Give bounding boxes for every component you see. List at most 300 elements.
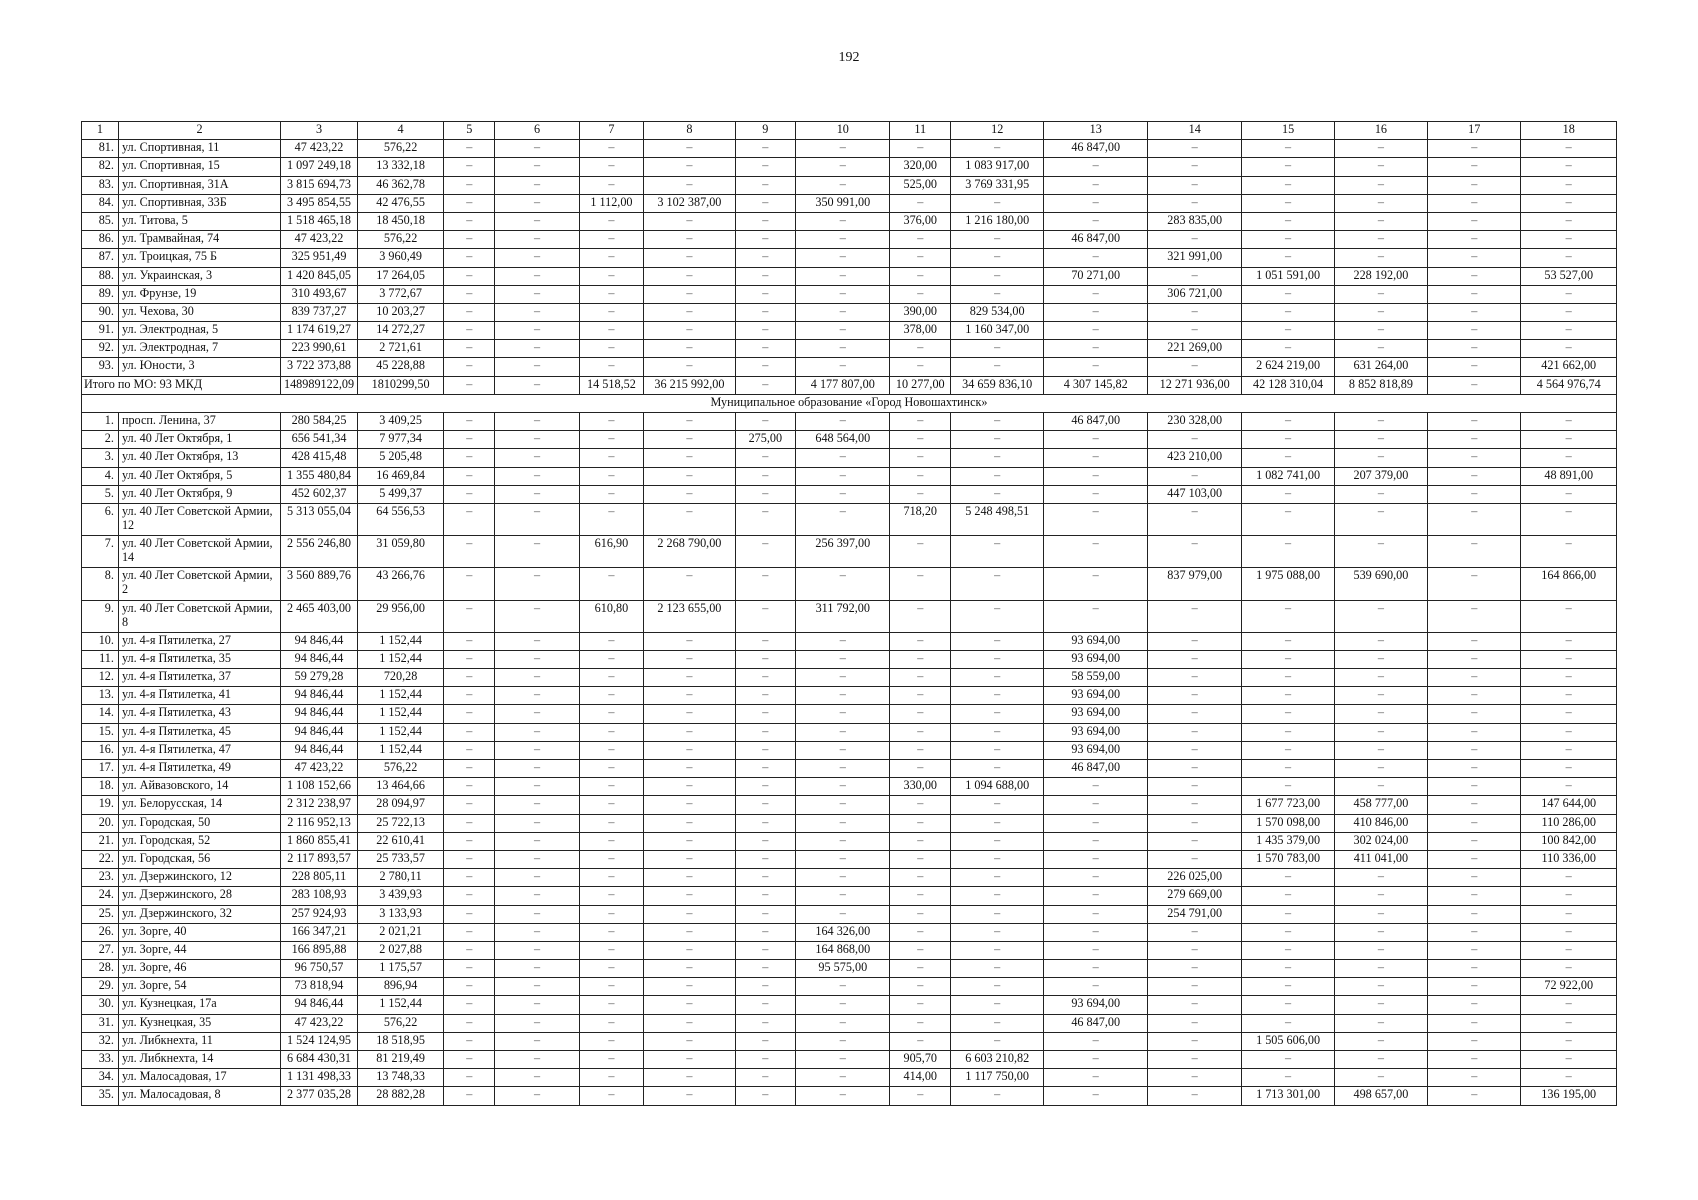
row-address: ул. 4-я Пятилетка, 47 bbox=[118, 741, 280, 759]
row-number: 12. bbox=[82, 669, 119, 687]
row-value: – bbox=[444, 285, 495, 303]
row-value: – bbox=[1242, 960, 1334, 978]
row-value: – bbox=[1428, 568, 1521, 600]
row-value: – bbox=[735, 413, 796, 431]
row-value: 1 082 741,00 bbox=[1242, 467, 1334, 485]
row-value: – bbox=[796, 358, 890, 376]
row-value: – bbox=[1242, 485, 1334, 503]
row-number: 15. bbox=[82, 723, 119, 741]
row-value: – bbox=[1428, 267, 1521, 285]
row-value: – bbox=[1044, 431, 1148, 449]
row-value: – bbox=[1044, 340, 1148, 358]
row-value: – bbox=[644, 568, 735, 600]
row-value: – bbox=[1148, 832, 1242, 850]
row-value: – bbox=[1521, 340, 1617, 358]
row-value: 648 564,00 bbox=[796, 431, 890, 449]
row-value: 94 846,44 bbox=[281, 705, 358, 723]
table-row bbox=[82, 267, 1617, 285]
row-number: 7. bbox=[82, 536, 119, 568]
row-value: 378,00 bbox=[890, 322, 951, 340]
row-value: 1 860 855,41 bbox=[281, 832, 358, 850]
column-header: 13 bbox=[1044, 122, 1148, 140]
row-value: – bbox=[890, 723, 951, 741]
row-value: – bbox=[1148, 632, 1242, 650]
row-value: – bbox=[1242, 140, 1334, 158]
row-number: 27. bbox=[82, 941, 119, 959]
row-value: – bbox=[495, 322, 579, 340]
row-value: – bbox=[1521, 632, 1617, 650]
row-value: – bbox=[579, 850, 644, 868]
row-value: – bbox=[1428, 194, 1521, 212]
row-value: – bbox=[1242, 340, 1334, 358]
row-value: – bbox=[796, 978, 890, 996]
row-value: – bbox=[1521, 996, 1617, 1014]
row-value: – bbox=[644, 760, 735, 778]
table-row bbox=[82, 249, 1617, 267]
row-value: – bbox=[1428, 978, 1521, 996]
row-value: – bbox=[644, 413, 735, 431]
row-value: – bbox=[444, 632, 495, 650]
row-value: 59 279,28 bbox=[281, 669, 358, 687]
row-value: – bbox=[1428, 705, 1521, 723]
row-value: – bbox=[579, 568, 644, 600]
row-value: – bbox=[796, 1069, 890, 1087]
row-value: 221 269,00 bbox=[1148, 340, 1242, 358]
table-row bbox=[82, 340, 1617, 358]
row-value: – bbox=[495, 1051, 579, 1069]
row-value: 58 559,00 bbox=[1044, 669, 1148, 687]
row-value: 1 152,44 bbox=[358, 650, 444, 668]
row-value: – bbox=[1242, 632, 1334, 650]
row-value: 1 152,44 bbox=[358, 632, 444, 650]
row-value: – bbox=[890, 741, 951, 759]
row-value: 10 203,27 bbox=[358, 303, 444, 321]
row-value: 223 990,61 bbox=[281, 340, 358, 358]
table-row bbox=[82, 741, 1617, 759]
row-value: – bbox=[735, 941, 796, 959]
row-value: – bbox=[579, 322, 644, 340]
row-value: – bbox=[1044, 923, 1148, 941]
row-value: – bbox=[1521, 231, 1617, 249]
row-value: 2 721,61 bbox=[358, 340, 444, 358]
row-value: – bbox=[951, 249, 1044, 267]
row-value: 616,90 bbox=[579, 536, 644, 568]
row-value: – bbox=[1334, 600, 1427, 632]
row-value: – bbox=[579, 158, 644, 176]
row-value: – bbox=[1148, 158, 1242, 176]
row-value: 321 991,00 bbox=[1148, 249, 1242, 267]
row-value: – bbox=[1428, 814, 1521, 832]
row-address: ул. Титова, 5 bbox=[118, 212, 280, 230]
row-value: – bbox=[1148, 322, 1242, 340]
row-value: – bbox=[1242, 669, 1334, 687]
row-value: – bbox=[495, 832, 579, 850]
row-value: – bbox=[890, 705, 951, 723]
row-value: 3 102 387,00 bbox=[644, 194, 735, 212]
row-value: 93 694,00 bbox=[1044, 687, 1148, 705]
table-row bbox=[82, 1014, 1617, 1032]
row-value: – bbox=[890, 285, 951, 303]
row-address: ул. 4-я Пятилетка, 35 bbox=[118, 650, 280, 668]
row-value: – bbox=[1242, 978, 1334, 996]
row-address: ул. 40 Лет Октября, 1 bbox=[118, 431, 280, 449]
row-value: – bbox=[1044, 322, 1148, 340]
row-number: 13. bbox=[82, 687, 119, 705]
row-value: – bbox=[495, 231, 579, 249]
row-value: – bbox=[1148, 978, 1242, 996]
table-row bbox=[82, 358, 1617, 376]
row-value: – bbox=[1242, 249, 1334, 267]
row-value: – bbox=[1334, 158, 1427, 176]
row-value: – bbox=[1521, 650, 1617, 668]
row-value: 280 584,25 bbox=[281, 413, 358, 431]
row-value: – bbox=[1334, 413, 1427, 431]
row-value: – bbox=[735, 905, 796, 923]
row-value: – bbox=[644, 978, 735, 996]
row-value: – bbox=[1428, 905, 1521, 923]
row-value: – bbox=[735, 449, 796, 467]
row-number: 83. bbox=[82, 176, 119, 194]
row-value: – bbox=[735, 1051, 796, 1069]
row-value: – bbox=[1428, 158, 1521, 176]
row-value: – bbox=[796, 340, 890, 358]
row-value: – bbox=[1521, 923, 1617, 941]
row-number: 93. bbox=[82, 358, 119, 376]
row-number: 34. bbox=[82, 1069, 119, 1087]
row-value: – bbox=[890, 231, 951, 249]
row-value: – bbox=[644, 996, 735, 1014]
row-value: – bbox=[1044, 1069, 1148, 1087]
row-value: – bbox=[1521, 1051, 1617, 1069]
row-value: – bbox=[1334, 778, 1427, 796]
page-number: 192 bbox=[838, 50, 860, 65]
row-value: 2 268 790,00 bbox=[644, 536, 735, 568]
row-value: 226 025,00 bbox=[1148, 869, 1242, 887]
table-row bbox=[82, 850, 1617, 868]
row-value: – bbox=[495, 485, 579, 503]
row-value: – bbox=[1334, 536, 1427, 568]
row-value: – bbox=[495, 705, 579, 723]
row-value: – bbox=[890, 650, 951, 668]
row-value: 718,20 bbox=[890, 503, 951, 535]
row-value: 3 815 694,73 bbox=[281, 176, 358, 194]
row-value: – bbox=[1044, 536, 1148, 568]
row-value: 1 094 688,00 bbox=[951, 778, 1044, 796]
row-number: 87. bbox=[82, 249, 119, 267]
row-value: – bbox=[1242, 650, 1334, 668]
row-value: – bbox=[444, 536, 495, 568]
row-value: – bbox=[735, 1032, 796, 1050]
row-value: – bbox=[444, 1032, 495, 1050]
row-value: – bbox=[1428, 996, 1521, 1014]
row-value: – bbox=[579, 741, 644, 759]
row-value: 136 195,00 bbox=[1521, 1087, 1617, 1105]
row-value: – bbox=[444, 905, 495, 923]
row-value: – bbox=[1334, 978, 1427, 996]
row-value: – bbox=[890, 814, 951, 832]
row-value: – bbox=[890, 941, 951, 959]
row-value: – bbox=[1044, 887, 1148, 905]
row-value: – bbox=[579, 760, 644, 778]
row-value: – bbox=[951, 887, 1044, 905]
row-value: – bbox=[1521, 303, 1617, 321]
row-value: – bbox=[444, 231, 495, 249]
row-value: 1 355 480,84 bbox=[281, 467, 358, 485]
row-value: – bbox=[495, 814, 579, 832]
row-value: 576,22 bbox=[358, 760, 444, 778]
row-value: – bbox=[1521, 322, 1617, 340]
row-value: – bbox=[644, 960, 735, 978]
row-value: – bbox=[644, 850, 735, 868]
row-value: – bbox=[579, 340, 644, 358]
row-value: – bbox=[735, 140, 796, 158]
row-number: 22. bbox=[82, 850, 119, 868]
row-value: – bbox=[735, 536, 796, 568]
row-value: – bbox=[444, 1087, 495, 1105]
row-number: 32. bbox=[82, 1032, 119, 1050]
row-value: – bbox=[1334, 231, 1427, 249]
row-value: 46 847,00 bbox=[1044, 231, 1148, 249]
table-row bbox=[82, 322, 1617, 340]
row-value: 631 264,00 bbox=[1334, 358, 1427, 376]
row-address: ул. 4-я Пятилетка, 49 bbox=[118, 760, 280, 778]
row-value: – bbox=[579, 705, 644, 723]
row-value: 13 332,18 bbox=[358, 158, 444, 176]
row-value: 46 847,00 bbox=[1044, 1014, 1148, 1032]
row-value: – bbox=[444, 176, 495, 194]
row-value: – bbox=[1521, 760, 1617, 778]
row-value: – bbox=[644, 503, 735, 535]
row-value: – bbox=[495, 140, 579, 158]
row-value: – bbox=[1148, 996, 1242, 1014]
row-number: 20. bbox=[82, 814, 119, 832]
row-number: 6. bbox=[82, 503, 119, 535]
row-value: – bbox=[1242, 778, 1334, 796]
row-value: 110 286,00 bbox=[1521, 814, 1617, 832]
row-value: – bbox=[796, 669, 890, 687]
row-value: 13 464,66 bbox=[358, 778, 444, 796]
row-value: – bbox=[1148, 600, 1242, 632]
row-value: – bbox=[1521, 705, 1617, 723]
row-value: – bbox=[644, 650, 735, 668]
row-value: – bbox=[495, 285, 579, 303]
column-header: 14 bbox=[1148, 122, 1242, 140]
row-address: ул. 40 Лет Октября, 9 bbox=[118, 485, 280, 503]
row-value: – bbox=[644, 231, 735, 249]
row-value: – bbox=[579, 632, 644, 650]
row-value: 1 677 723,00 bbox=[1242, 796, 1334, 814]
table-row bbox=[82, 760, 1617, 778]
row-value: – bbox=[1334, 996, 1427, 1014]
column-header: 15 bbox=[1242, 122, 1334, 140]
column-header: 12 bbox=[951, 122, 1044, 140]
row-value: – bbox=[1148, 467, 1242, 485]
row-value: 257 924,93 bbox=[281, 905, 358, 923]
row-value: – bbox=[1428, 285, 1521, 303]
row-value: – bbox=[951, 358, 1044, 376]
row-value: – bbox=[1521, 669, 1617, 687]
row-number: 2. bbox=[82, 431, 119, 449]
row-value: – bbox=[495, 158, 579, 176]
row-value: 228 192,00 bbox=[1334, 267, 1427, 285]
row-value: – bbox=[1428, 1032, 1521, 1050]
row-value: – bbox=[495, 960, 579, 978]
row-value: – bbox=[1242, 158, 1334, 176]
row-value: 31 059,80 bbox=[358, 536, 444, 568]
row-value: 94 846,44 bbox=[281, 632, 358, 650]
row-value: – bbox=[444, 600, 495, 632]
row-value: – bbox=[1334, 723, 1427, 741]
row-value: – bbox=[951, 923, 1044, 941]
row-value: – bbox=[495, 568, 579, 600]
row-value: 720,28 bbox=[358, 669, 444, 687]
row-value: – bbox=[1428, 322, 1521, 340]
row-value: – bbox=[1521, 960, 1617, 978]
row-value: 1 713 301,00 bbox=[1242, 1087, 1334, 1105]
row-value: – bbox=[890, 1032, 951, 1050]
row-value: – bbox=[1521, 536, 1617, 568]
row-value: – bbox=[644, 941, 735, 959]
row-address: ул. Айвазовского, 14 bbox=[118, 778, 280, 796]
row-number: 81. bbox=[82, 140, 119, 158]
total-value: – bbox=[735, 376, 796, 394]
row-number: 82. bbox=[82, 158, 119, 176]
row-value: – bbox=[1334, 1032, 1427, 1050]
row-value: – bbox=[1334, 650, 1427, 668]
row-value: 164 326,00 bbox=[796, 923, 890, 941]
total-value: – bbox=[495, 376, 579, 394]
table-row bbox=[82, 600, 1617, 632]
row-value: 5 499,37 bbox=[358, 485, 444, 503]
row-value: – bbox=[579, 176, 644, 194]
row-value: – bbox=[644, 814, 735, 832]
row-value: – bbox=[1242, 723, 1334, 741]
row-value: 47 423,22 bbox=[281, 140, 358, 158]
row-value: – bbox=[495, 741, 579, 759]
row-value: – bbox=[1521, 485, 1617, 503]
row-value: – bbox=[951, 869, 1044, 887]
row-value: 1 570 098,00 bbox=[1242, 814, 1334, 832]
row-value: – bbox=[735, 850, 796, 868]
row-value: – bbox=[1044, 850, 1148, 868]
row-value: 254 791,00 bbox=[1148, 905, 1242, 923]
row-value: – bbox=[735, 814, 796, 832]
row-number: 88. bbox=[82, 267, 119, 285]
row-value: 164 866,00 bbox=[1521, 568, 1617, 600]
row-value: – bbox=[495, 978, 579, 996]
row-value: 2 465 403,00 bbox=[281, 600, 358, 632]
row-number: 4. bbox=[82, 467, 119, 485]
row-value: – bbox=[796, 869, 890, 887]
row-number: 28. bbox=[82, 960, 119, 978]
row-value: – bbox=[1428, 650, 1521, 668]
row-value: – bbox=[735, 978, 796, 996]
row-value: 43 266,76 bbox=[358, 568, 444, 600]
row-value: – bbox=[644, 832, 735, 850]
row-value: – bbox=[796, 449, 890, 467]
row-value: – bbox=[890, 1014, 951, 1032]
row-value: – bbox=[644, 723, 735, 741]
row-value: – bbox=[1428, 869, 1521, 887]
row-value: – bbox=[796, 996, 890, 1014]
row-address: ул. Спортивная, 11 bbox=[118, 140, 280, 158]
row-value: – bbox=[495, 923, 579, 941]
row-value: 73 818,94 bbox=[281, 978, 358, 996]
row-value: – bbox=[644, 905, 735, 923]
row-value: 539 690,00 bbox=[1334, 568, 1427, 600]
row-value: 3 409,25 bbox=[358, 413, 444, 431]
row-value: – bbox=[1521, 723, 1617, 741]
row-value: – bbox=[796, 322, 890, 340]
row-value: – bbox=[890, 485, 951, 503]
row-value: – bbox=[1521, 1032, 1617, 1050]
row-value: 390,00 bbox=[890, 303, 951, 321]
row-value: – bbox=[796, 413, 890, 431]
row-value: – bbox=[495, 503, 579, 535]
row-value: – bbox=[1334, 923, 1427, 941]
column-header: 10 bbox=[796, 122, 890, 140]
row-value: – bbox=[1521, 887, 1617, 905]
row-value: – bbox=[1428, 431, 1521, 449]
row-value: 94 846,44 bbox=[281, 996, 358, 1014]
row-value: – bbox=[1242, 996, 1334, 1014]
row-value: – bbox=[1044, 194, 1148, 212]
row-value: – bbox=[951, 231, 1044, 249]
row-value: – bbox=[796, 503, 890, 535]
row-value: – bbox=[735, 322, 796, 340]
row-value: – bbox=[1428, 358, 1521, 376]
row-value: 458 777,00 bbox=[1334, 796, 1427, 814]
row-value: – bbox=[644, 158, 735, 176]
row-value: 2 556 246,80 bbox=[281, 536, 358, 568]
row-value: – bbox=[890, 249, 951, 267]
row-value: – bbox=[495, 467, 579, 485]
row-value: – bbox=[735, 303, 796, 321]
row-value: 1 112,00 bbox=[579, 194, 644, 212]
row-value: 275,00 bbox=[735, 431, 796, 449]
row-value: – bbox=[444, 814, 495, 832]
row-value: 896,94 bbox=[358, 978, 444, 996]
row-value: – bbox=[1428, 503, 1521, 535]
row-value: – bbox=[495, 941, 579, 959]
row-value: – bbox=[495, 687, 579, 705]
table-row bbox=[82, 431, 1617, 449]
row-value: 3 722 373,88 bbox=[281, 358, 358, 376]
row-number: 24. bbox=[82, 887, 119, 905]
row-value: – bbox=[1148, 1032, 1242, 1050]
row-value: – bbox=[1428, 212, 1521, 230]
table-row bbox=[82, 231, 1617, 249]
row-value: 46 847,00 bbox=[1044, 760, 1148, 778]
row-number: 89. bbox=[82, 285, 119, 303]
row-value: – bbox=[1334, 431, 1427, 449]
row-value: – bbox=[796, 778, 890, 796]
row-value: – bbox=[1148, 358, 1242, 376]
row-value: – bbox=[1334, 887, 1427, 905]
row-value: – bbox=[951, 1014, 1044, 1032]
row-value: – bbox=[644, 449, 735, 467]
row-value: – bbox=[444, 158, 495, 176]
row-value: 1 083 917,00 bbox=[951, 158, 1044, 176]
row-value: – bbox=[1148, 850, 1242, 868]
row-value: – bbox=[951, 814, 1044, 832]
row-value: 45 228,88 bbox=[358, 358, 444, 376]
row-value: – bbox=[890, 1087, 951, 1105]
row-value: – bbox=[644, 869, 735, 887]
row-value: 93 694,00 bbox=[1044, 723, 1148, 741]
row-value: – bbox=[1242, 887, 1334, 905]
row-value: – bbox=[1428, 176, 1521, 194]
